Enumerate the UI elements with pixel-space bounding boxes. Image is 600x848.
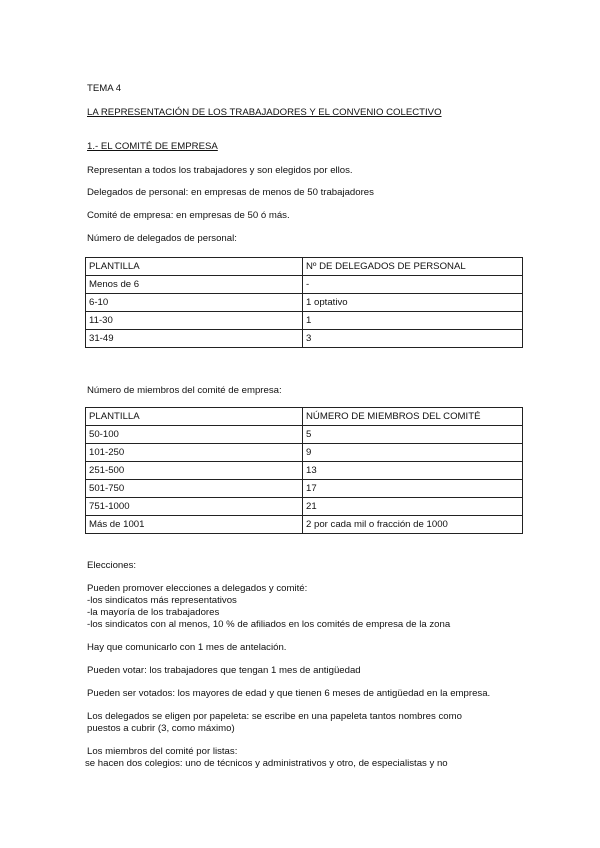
table-cell: -: [303, 276, 523, 294]
table-cell: 13: [303, 462, 523, 480]
table-header-cell: NÚMERO DE MIEMBROS DEL COMITÉ: [303, 408, 523, 426]
table-cell: 31-49: [86, 330, 303, 348]
table-cell: 751-1000: [86, 498, 303, 516]
table-cell: 251-500: [86, 462, 303, 480]
table-row: [86, 498, 523, 516]
paragraph: Hay que comunicarlo con 1 mes de antelación.: [87, 642, 287, 653]
paragraph: puestos a cubrir (3, como máximo): [87, 723, 235, 734]
table-row: [86, 276, 523, 294]
list-intro: Pueden promover elecciones a delegados y comité:: [87, 583, 308, 594]
committee-table: [85, 407, 523, 534]
paragraph: se hacen dos colegios: uno de técnicos y administrativos y otro, de especialistas y no: [85, 758, 448, 769]
table-row: [86, 444, 523, 462]
table-cell: Menos de 6: [86, 276, 303, 294]
list-item: -la mayoría de los trabajadores: [87, 607, 220, 618]
table-cell: 501-750: [86, 480, 303, 498]
paragraph: Delegados de personal: en empresas de menos de 50 trabajadores: [87, 187, 374, 198]
subheading: Elecciones:: [87, 560, 137, 571]
paragraph: Los delegados se eligen por papeleta: se escribe en una papeleta tantos nombres como: [87, 711, 462, 722]
paragraph: Número de delegados de personal:: [87, 233, 237, 244]
paragraph: Número de miembros del comité de empresa:: [87, 385, 282, 396]
table-header-row: [86, 258, 523, 276]
table-cell: 101-250: [86, 444, 303, 462]
table-header-row: [86, 408, 523, 426]
delegates-table: [85, 257, 523, 348]
section-heading: 1.- EL COMITÉ DE EMPRESA: [87, 141, 218, 152]
table-cell: 50-100: [86, 426, 303, 444]
table-cell: 2 por cada mil o fracción de 1000: [303, 516, 523, 534]
table-cell: 1 optativo: [303, 294, 523, 312]
table-cell: 21: [303, 498, 523, 516]
table-row: [86, 462, 523, 480]
paragraph: Representan a todos los trabajadores y son elegidos por ellos.: [87, 165, 353, 176]
list-item: -los sindicatos con al menos, 10 % de afiliados en los comités de empresa de la zona: [87, 619, 451, 630]
paragraph: Los miembros del comité por listas:: [87, 746, 238, 757]
table-cell: 5: [303, 426, 523, 444]
table-header-cell: PLANTILLA: [86, 258, 303, 276]
table-row: [86, 330, 523, 348]
table-row: [86, 294, 523, 312]
table-cell: Más de 1001: [86, 516, 303, 534]
table-row: [86, 312, 523, 330]
table-row: [86, 480, 523, 498]
table-cell: 1: [303, 312, 523, 330]
document-title: LA REPRESENTACIÓN DE LOS TRABAJADORES Y EL CONVENIO COLECTIVO: [87, 107, 442, 118]
table-cell: 3: [303, 330, 523, 348]
table-cell: 11-30: [86, 312, 303, 330]
list-item: -los sindicatos más representativos: [87, 595, 237, 606]
table-cell: 17: [303, 480, 523, 498]
topic-number: TEMA 4: [87, 83, 122, 94]
table-cell: 9: [303, 444, 523, 462]
table-row: [86, 516, 523, 534]
table-header-cell: Nº DE DELEGADOS DE PERSONAL: [303, 258, 523, 276]
table-row: [86, 426, 523, 444]
paragraph: Comité de empresa: en empresas de 50 ó más.: [87, 210, 290, 221]
table-cell: 6-10: [86, 294, 303, 312]
paragraph: Pueden ser votados: los mayores de edad y que tienen 6 meses de antigüedad en la empresa.: [87, 688, 491, 699]
table-header-cell: PLANTILLA: [86, 408, 303, 426]
paragraph: Pueden votar: los trabajadores que tengan 1 mes de antigüedad: [87, 665, 361, 676]
